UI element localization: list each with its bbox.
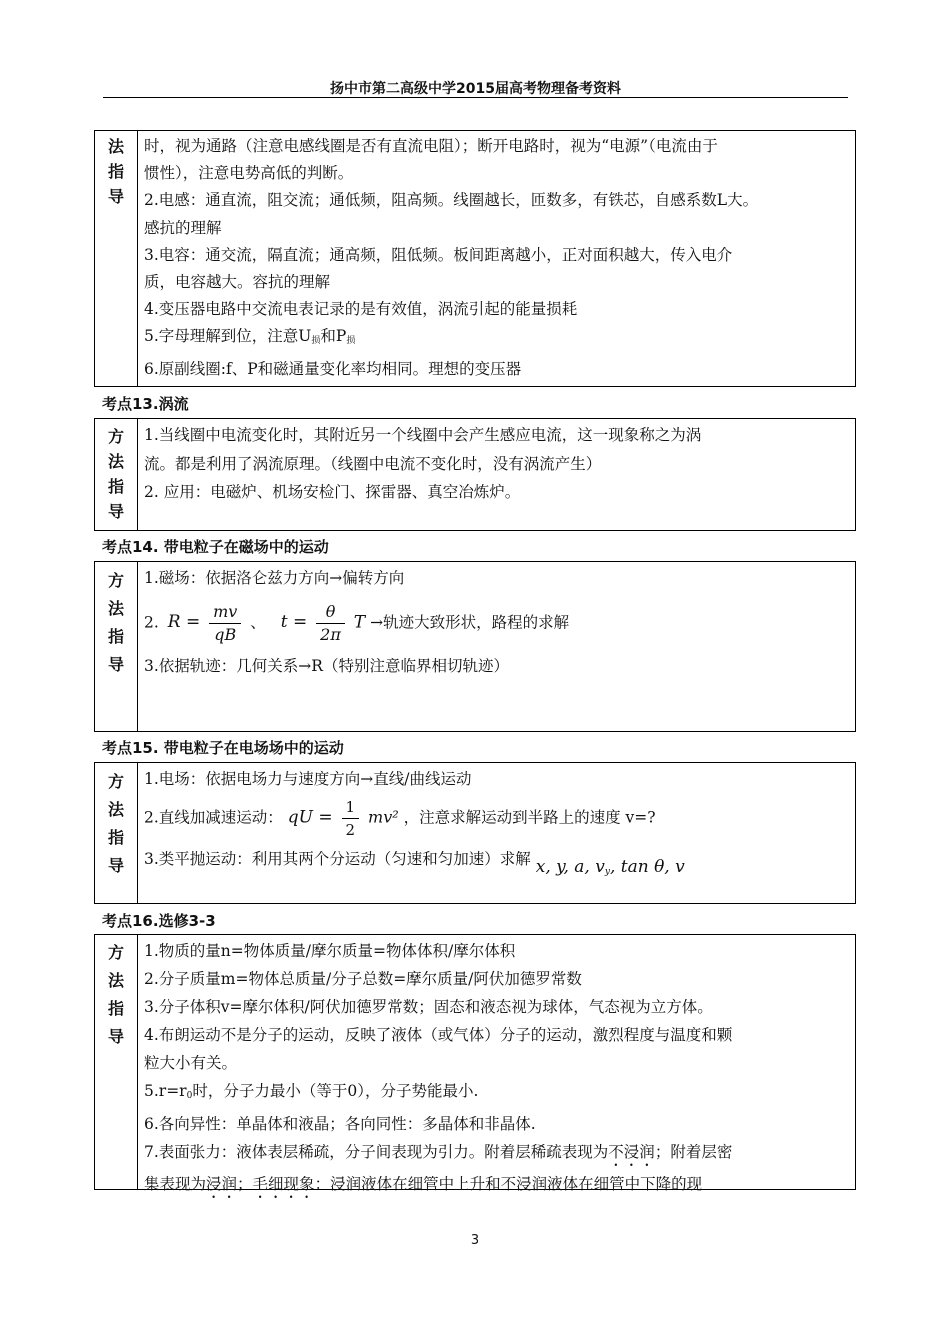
label-char: 方 (107, 772, 124, 791)
text-segment: ； (237, 1175, 253, 1193)
formula-text: mv² (368, 807, 399, 826)
text-segment: 3.类平抛运动：利用其两个分运动（匀速和匀加速）求解 (144, 849, 531, 868)
text-line (144, 1077, 847, 1110)
label-char: 指 (107, 477, 124, 496)
text-line: 3.依据轨迹：几何关系→R（特别注意临界相切轨迹） (144, 656, 509, 675)
text-line: 流。都是利用了涡流原理。（线圈中电流不变化时，没有涡流产生） (144, 454, 602, 473)
text-segment: 5.字母理解到位，注意U (144, 327, 312, 346)
text-line: 2.电感：通直流，阻交流；通低频，阻高频。线圈越长，匝数多，有铁芯，自感系数L大。 (144, 191, 759, 210)
denominator: qB (214, 624, 237, 644)
method-box (94, 934, 856, 1193)
formula-text: T (353, 612, 366, 632)
text-segment: 、 (250, 613, 266, 631)
text-line: 时，视为通路（注意电感线圈是否有直流电阻）；断开电路时，视为“电源”（电流由于 (144, 137, 718, 155)
label-char: 方 (107, 427, 124, 446)
method-box (94, 561, 856, 732)
label-char: 法 (107, 137, 124, 156)
denominator: 2 (345, 820, 356, 839)
section-title: 考点14. 带电粒子在磁场中的运动 (102, 538, 329, 556)
emphasized-term: 浸润 (206, 1175, 238, 1193)
text-segment: 时，分子力最小（等于0），分子势能最小. (192, 1082, 479, 1100)
label-char: 指 (107, 627, 124, 646)
formula-line (144, 796, 847, 841)
method-content (144, 564, 847, 680)
method-content (144, 421, 847, 507)
fraction (342, 796, 360, 841)
text-segment: 集表现为 (144, 1175, 207, 1193)
formula-text (536, 857, 685, 877)
section-title: 考点16.选修3-3 (102, 912, 216, 930)
text-line (144, 1170, 847, 1202)
method-content (144, 765, 847, 878)
fraction (316, 601, 345, 646)
method-box-continued (94, 130, 856, 387)
text-segment: 7.表面张力：液体表层稀疏，分子间表现为引力。附着层稀疏表现为 (144, 1143, 609, 1161)
label-char: 导 (107, 655, 124, 674)
label-char: 导 (107, 187, 124, 206)
formula-text: R = (167, 612, 201, 632)
text-line: 1.电场：依据电场力与速度方向→直线/曲线运动 (144, 770, 472, 788)
numerator: θ (316, 601, 345, 624)
text-line: 1.磁场：依据洛仑兹力方向→偏转方向 (144, 569, 405, 587)
formula-text: qU = (287, 807, 333, 827)
subscript: y (604, 866, 610, 877)
label-char: 方 (107, 571, 124, 590)
emphasized-term: 不浸润 (608, 1143, 655, 1161)
text-segment: ，注意求解运动到半路上的速度 v=? (403, 808, 656, 826)
text-line: 粒大小有关。 (144, 1054, 238, 1072)
text-segment: ；附着层密 (654, 1143, 733, 1161)
header-rule (103, 97, 848, 98)
method-content (144, 937, 847, 1202)
method-label (95, 763, 138, 903)
denominator: 2π (320, 624, 341, 644)
formula-segment: x, y, a, v (535, 856, 605, 877)
text-line: 4.变压器电路中交流电表记录的是有效值，涡流引起的能量损耗 (144, 300, 578, 319)
fraction (209, 601, 241, 646)
label-char: 法 (107, 800, 124, 819)
text-segment: 5.r=r (144, 1082, 187, 1100)
method-content (144, 133, 847, 383)
text-segment: ：浸润液体在细管中上升和不浸润液体在细管中下降的现 (314, 1175, 703, 1193)
text-line: 质，电容越大。容抗的理解 (144, 273, 331, 292)
subscript: 损 (346, 336, 356, 347)
text-line: 3.分子体积v=摩尔体积/阿伏加德罗常数；固态和液态视为球体，气态视为立方体。 (144, 998, 713, 1016)
method-box (94, 762, 856, 904)
label-char: 指 (107, 828, 124, 847)
text-line (144, 323, 847, 355)
page-header: 扬中市第二高级中学2015届高考物理备考资料 (330, 81, 621, 97)
label-char: 法 (107, 971, 124, 990)
text-segment: 2.直线加减速运动： (144, 808, 283, 826)
subscript: 0 (186, 1091, 193, 1101)
text-line: 2.分子质量m=物体总质量/分子总数=摩尔质量/阿伏加德罗常数 (144, 970, 582, 988)
text-line: 2. 应用：电磁炉、机场安检门、探雷器、真空冶炼炉。 (144, 483, 521, 501)
method-label (95, 935, 138, 1189)
text-segment: →轨迹大致形状，路程的求解 (370, 613, 570, 631)
page-number: 3 (470, 1233, 480, 1248)
section-title: 考点13.涡流 (102, 395, 189, 413)
text-line: 4.布朗运动不是分子的运动，反映了液体（或气体）分子的运动，激烈程度与温度和颗 (144, 1026, 733, 1044)
text-line: 3.电容：通交流，隔直流；通高频，阻低频。板间距离越小，正对面积越大，传入电介 (144, 245, 733, 264)
label-char: 法 (107, 599, 124, 618)
text-line: 6.各向异性：单晶体和液晶；各向同性：多晶体和非晶体. (144, 1115, 536, 1133)
emphasized-term: 毛细现象 (252, 1175, 315, 1193)
numerator: mv (209, 601, 241, 624)
subscript: 损 (311, 336, 321, 347)
numerator: 1 (342, 796, 360, 819)
formula-text: t = (280, 612, 308, 632)
text-segment: 和P (320, 327, 347, 346)
formula-segment: , tan θ, v (609, 856, 685, 877)
text-line: 惯性），注意电势高低的判断。 (144, 164, 354, 183)
label-char: 指 (107, 162, 124, 181)
label-char: 方 (107, 943, 124, 962)
method-label (95, 419, 138, 530)
label-char: 法 (107, 452, 124, 471)
text-segment: 2. (144, 613, 159, 631)
label-char: 指 (107, 999, 124, 1018)
text-line: 1.当线圈中电流变化时，其附近另一个线圈中会产生感应电流，这一现象称之为涡 (144, 426, 702, 444)
section-title: 考点15. 带电粒子在电场场中的运动 (102, 739, 344, 757)
method-label (95, 562, 138, 731)
text-line (144, 1138, 847, 1170)
formula-line (144, 601, 847, 646)
label-char: 导 (107, 856, 124, 875)
method-label (95, 131, 138, 386)
label-char: 导 (107, 502, 124, 521)
text-line: 感抗的理解 (144, 218, 222, 237)
text-line (144, 845, 847, 879)
text-line: 6.原副线圈:f、P和磁通量变化率均相同。理想的变压器 (144, 359, 522, 378)
text-line: 1.物质的量n=物体质量/摩尔质量=物体体积/摩尔体积 (144, 942, 516, 960)
label-char: 导 (107, 1027, 124, 1046)
method-box (94, 418, 856, 531)
